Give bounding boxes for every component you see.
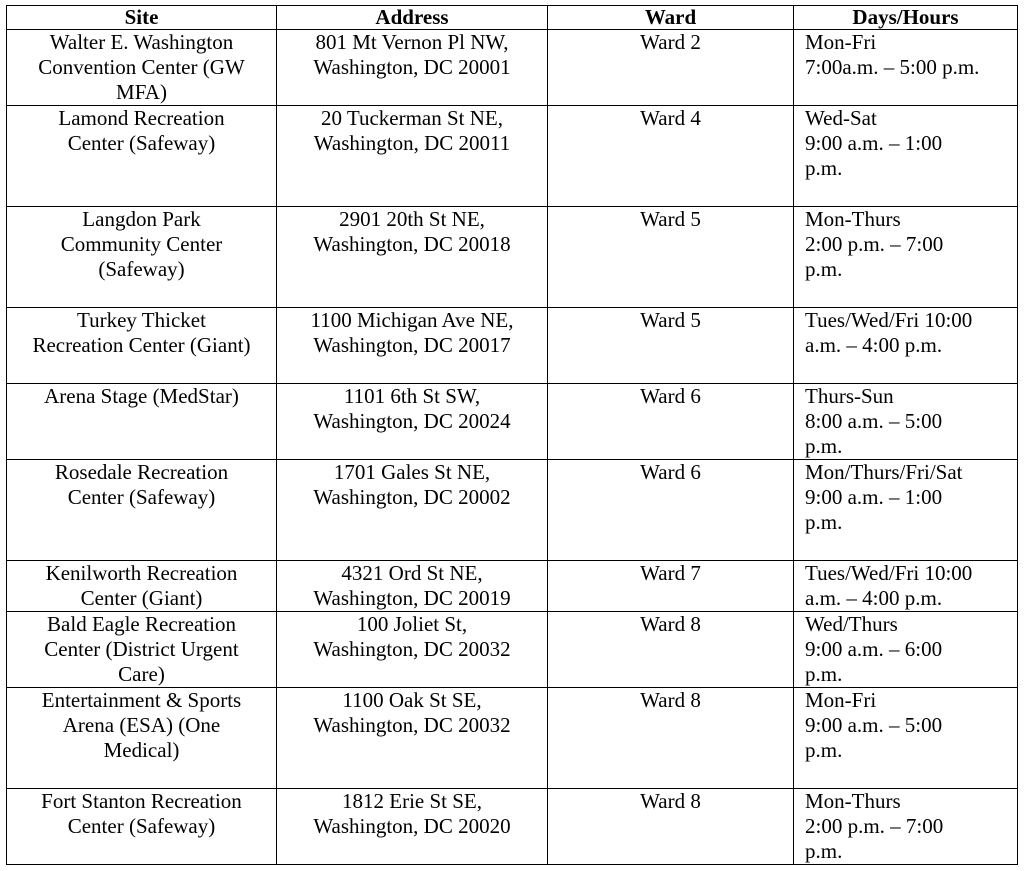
address-cell-line: 20 Tuckerman St NE, — [320, 106, 503, 130]
ward-cell-text: Ward 8 — [640, 612, 701, 636]
column-header-site: Site — [7, 6, 277, 30]
ward-cell-text: Ward 5 — [640, 308, 701, 332]
ward-cell-text: Ward 8 — [640, 688, 701, 712]
site-cell — [7, 789, 277, 865]
site-cell-line: Center (Safeway) — [67, 131, 216, 155]
site-cell — [7, 106, 277, 207]
ward-cell — [548, 207, 794, 308]
ward-cell — [548, 384, 794, 460]
site-cell-line: Fort Stanton Recreation — [41, 789, 242, 813]
address-cell — [277, 789, 548, 865]
days-hours-cell — [794, 30, 1018, 106]
site-cell-line: Medical) — [103, 738, 180, 762]
table-row — [7, 106, 1018, 207]
site-cell-line: Entertainment & Sports — [41, 688, 242, 712]
address-cell-line: Washington, DC 20020 — [313, 814, 511, 838]
header-row — [7, 6, 1018, 30]
table-row — [7, 30, 1018, 106]
ward-cell-text: Ward 5 — [640, 207, 701, 231]
address-cell — [277, 561, 548, 612]
table-row — [7, 460, 1018, 561]
address-cell-line: 1701 Gales St NE, — [333, 460, 491, 484]
table-row — [7, 384, 1018, 460]
site-cell — [7, 612, 277, 688]
site-cell-line: Walter E. Washington — [49, 30, 234, 54]
ward-cell-text: Ward 6 — [640, 384, 701, 408]
site-cell-line: Arena Stage (MedStar) — [44, 384, 239, 408]
address-cell — [277, 612, 548, 688]
ward-cell — [548, 106, 794, 207]
days-hours-cell-line: Mon-Fri — [805, 30, 877, 54]
site-cell-line: Rosedale Recreation — [54, 460, 229, 484]
table-body — [7, 30, 1018, 865]
days-hours-cell-line: 9:00 a.m. – 1:00 — [805, 131, 943, 155]
address-cell — [277, 308, 548, 384]
sites-table — [6, 5, 1018, 865]
site-cell-line: Center (District Urgent — [44, 637, 239, 661]
site-cell — [7, 384, 277, 460]
days-hours-cell-line: Thurs-Sun — [805, 384, 894, 408]
address-cell-line: 1100 Michigan Ave NE, — [310, 308, 514, 332]
days-hours-cell — [794, 308, 1018, 384]
days-hours-cell-line: Tues/Wed/Fri 10:00 — [805, 561, 973, 585]
site-cell-line: Convention Center (GW — [38, 55, 245, 79]
address-cell — [277, 207, 548, 308]
site-cell — [7, 688, 277, 789]
ward-cell-text: Ward 6 — [640, 460, 701, 484]
address-cell-line: Washington, DC 20032 — [313, 713, 511, 737]
address-cell-line: Washington, DC 20017 — [313, 333, 511, 357]
site-cell-line: Langdon Park — [82, 207, 201, 231]
address-cell-line: Washington, DC 20018 — [313, 232, 511, 256]
address-cell-line: 100 Joliet St, — [356, 612, 468, 636]
days-hours-cell-line: 2:00 p.m. – 7:00 — [805, 232, 944, 256]
ward-cell — [548, 688, 794, 789]
address-cell — [277, 106, 548, 207]
days-hours-cell-line: p.m. — [805, 510, 843, 534]
address-cell — [277, 688, 548, 789]
days-hours-cell — [794, 106, 1018, 207]
table-row — [7, 207, 1018, 308]
site-cell-line: Center (Safeway) — [67, 485, 216, 509]
days-hours-cell-line: a.m. – 4:00 p.m. — [805, 333, 943, 357]
days-hours-cell-line: a.m. – 4:00 p.m. — [805, 586, 943, 610]
days-hours-cell-line: 9:00 a.m. – 5:00 — [805, 713, 943, 737]
site-cell-line: Recreation Center (Giant) — [32, 333, 251, 357]
address-cell-line: 1812 Erie St SE, — [342, 789, 482, 813]
address-cell — [277, 30, 548, 106]
table-row — [7, 612, 1018, 688]
days-hours-cell-line: Mon-Fri — [805, 688, 877, 712]
days-hours-cell — [794, 460, 1018, 561]
column-header-ward: Ward — [548, 6, 794, 30]
days-hours-cell-line: p.m. — [805, 662, 843, 686]
days-hours-cell-line: Tues/Wed/Fri 10:00 — [805, 308, 973, 332]
site-cell — [7, 30, 277, 106]
days-hours-cell — [794, 789, 1018, 865]
address-cell-line: 4321 Ord St NE, — [341, 561, 483, 585]
ward-cell-text: Ward 4 — [640, 106, 701, 130]
ward-cell — [548, 612, 794, 688]
site-cell-line: MFA) — [116, 80, 167, 104]
days-hours-cell — [794, 561, 1018, 612]
site-cell — [7, 460, 277, 561]
ward-cell — [548, 308, 794, 384]
days-hours-cell-line: Wed/Thurs — [805, 612, 898, 636]
ward-cell-text: Ward 8 — [640, 789, 701, 813]
address-cell-line: Washington, DC 20002 — [313, 485, 511, 509]
days-hours-cell — [794, 688, 1018, 789]
site-cell-line: Center (Safeway) — [67, 814, 216, 838]
days-hours-cell-line: 7:00a.m. – 5:00 p.m. — [805, 55, 980, 79]
days-hours-cell-line: Mon-Thurs — [805, 207, 901, 231]
address-cell-line: 1100 Oak St SE, — [342, 688, 482, 712]
days-hours-cell — [794, 612, 1018, 688]
site-cell-line: Center (Giant) — [80, 586, 203, 610]
days-hours-cell-line: 8:00 a.m. – 5:00 — [805, 409, 943, 433]
ward-cell — [548, 561, 794, 612]
table-row — [7, 789, 1018, 865]
days-hours-cell-line: Wed-Sat — [805, 106, 877, 130]
table-row — [7, 561, 1018, 612]
address-cell-line: Washington, DC 20032 — [313, 637, 511, 661]
days-hours-cell — [794, 384, 1018, 460]
days-hours-cell-line: p.m. — [805, 156, 843, 180]
table-row — [7, 308, 1018, 384]
address-cell-line: 801 Mt Vernon Pl NW, — [315, 30, 509, 54]
site-cell-line: Kenilworth Recreation — [45, 561, 238, 585]
address-cell-line: Washington, DC 20024 — [313, 409, 511, 433]
ward-cell — [548, 789, 794, 865]
ward-cell — [548, 460, 794, 561]
days-hours-cell-line: 2:00 p.m. – 7:00 — [805, 814, 944, 838]
days-hours-cell-line: Mon-Thurs — [805, 789, 901, 813]
site-cell-line: Arena (ESA) (One — [62, 713, 221, 737]
days-hours-cell-line: p.m. — [805, 257, 843, 281]
days-hours-cell-line: p.m. — [805, 738, 843, 762]
days-hours-cell-line: p.m. — [805, 434, 843, 458]
site-cell — [7, 308, 277, 384]
site-cell — [7, 561, 277, 612]
site-cell-line: Community Center — [60, 232, 223, 256]
column-header-days-hours: Days/Hours — [794, 6, 1018, 30]
address-cell — [277, 384, 548, 460]
site-cell-line: Care) — [118, 662, 165, 686]
address-cell-line: Washington, DC 20019 — [313, 586, 511, 610]
ward-cell-text: Ward 7 — [640, 561, 701, 585]
site-cell-line: Bald Eagle Recreation — [47, 612, 236, 636]
address-cell-line: 1101 6th St SW, — [343, 384, 481, 408]
days-hours-cell-line: 9:00 a.m. – 1:00 — [805, 485, 943, 509]
address-cell-line: Washington, DC 20001 — [313, 55, 511, 79]
days-hours-cell-line: Mon/Thurs/Fri/Sat — [805, 460, 963, 484]
address-cell — [277, 460, 548, 561]
column-header-address: Address — [277, 6, 548, 30]
days-hours-cell — [794, 207, 1018, 308]
address-cell-line: Washington, DC 20011 — [313, 131, 511, 155]
site-cell-line: Lamond Recreation — [58, 106, 225, 130]
site-cell — [7, 207, 277, 308]
site-cell-line: Turkey Thicket — [77, 308, 206, 332]
ward-cell-text: Ward 2 — [640, 30, 701, 54]
days-hours-cell-line: p.m. — [805, 839, 843, 863]
table-row — [7, 688, 1018, 789]
days-hours-cell-line: 9:00 a.m. – 6:00 — [805, 637, 943, 661]
site-cell-line: (Safeway) — [98, 257, 185, 281]
ward-cell — [548, 30, 794, 106]
address-cell-line: 2901 20th St NE, — [339, 207, 485, 231]
